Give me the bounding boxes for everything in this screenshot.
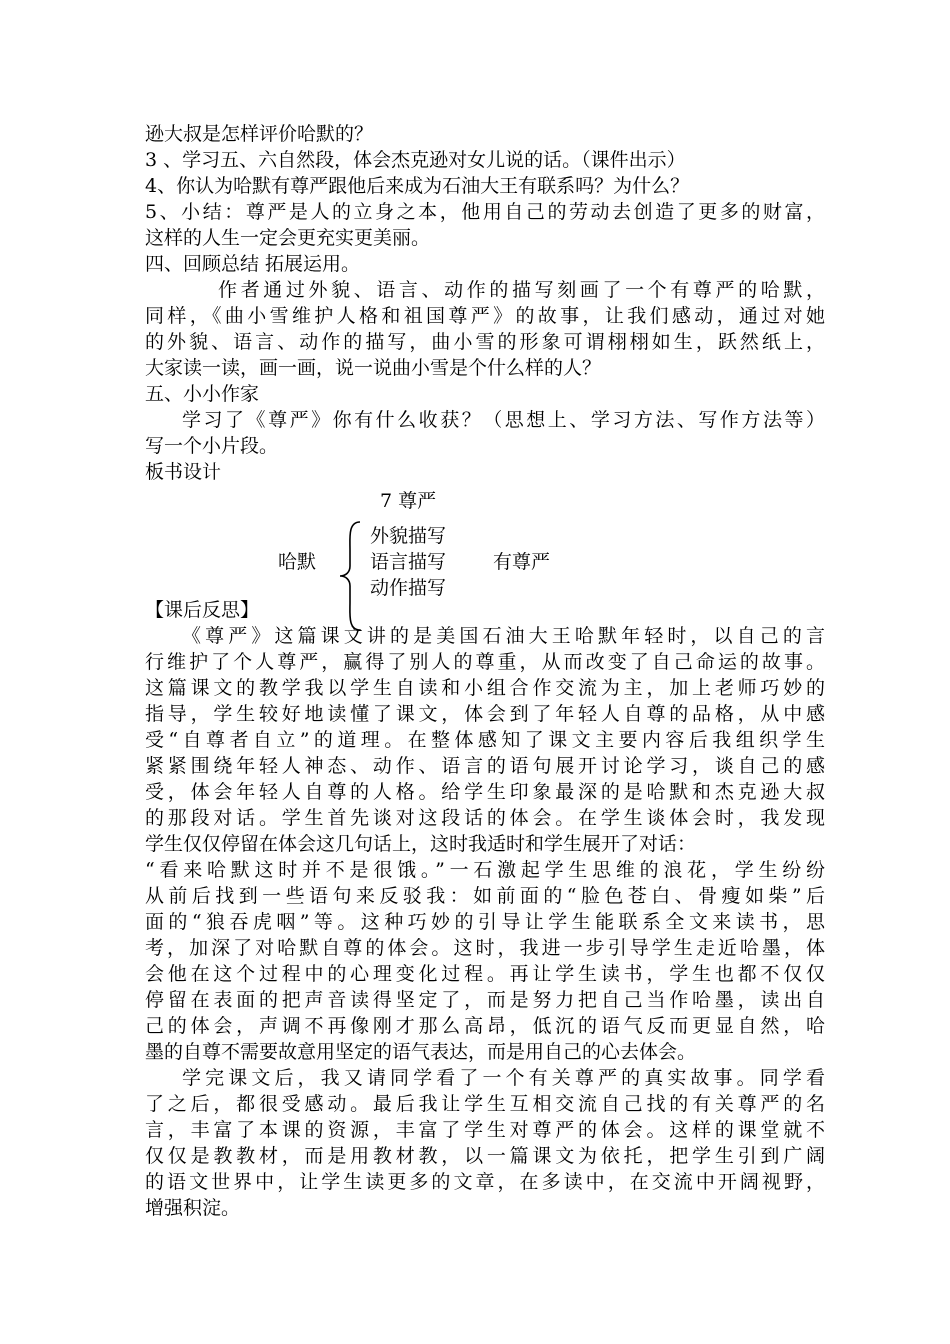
text-line: 受，体会年轻人自尊的人格。给学生印象最深的是哈默和杰克逊大叔 [145,781,825,803]
text-line: 学完课文后，我又请同学看了一个有关尊严的真实故事。同学看 [182,1067,825,1089]
text-line: 仅仅是教教材，而是用教材教，以一篇课文为依托，把学生引到广阔 [145,1145,825,1167]
text-line: 考，加深了对哈默自尊的体会。这时，我进一步引导学生走近哈墨，体 [145,937,825,959]
text-line: 行维护了个人尊严，赢得了别人的尊重，从而改变了自己命运的故事。 [145,651,825,673]
board-item: 外貌描写 [370,525,447,547]
text-line: 的外貌、语言、动作的描写，曲小雪的形象可谓栩栩如生，跃然纸上， [145,331,825,353]
text-line: 学生仅仅停留在体会这几句话上，这时我适时和学生展开了对话： [145,833,697,855]
text-line: “看来哈默这时并不是很饿。”一石激起学生思维的浪花，学生纷纷 [145,859,825,881]
text-line: 从前后找到一些语句来反驳我：如前面的“脸色苍白、骨瘦如柴”后 [145,885,825,907]
text-line: 面的“狼吞虎咽”等。这种巧妙的引导让学生能联系全文来读书，思 [145,911,825,933]
text-line: 学习了《尊严》你有什么收获？（思想上、学习方法、写作方法等） [182,409,825,431]
text-line: 4、你认为哈默有尊严跟他后来成为石油大王有联系吗？为什么？ [145,175,690,197]
text-line: 这篇课文的教学我以学生自读和小组合作交流为主，加上老师巧妙的 [145,677,825,699]
text-line: 紧紧围绕年轻人神态、动作、语言的语句展开讨论学习，谈自己的感 [145,755,825,777]
text-line: 的那段对话。学生首先谈对这段话的体会。在学生谈体会时，我发现 [145,807,825,829]
text-line: 增强积淀。 [145,1197,241,1219]
text-line: 大家读一读，画一画，说一说曲小雪是个什么样的人？ [145,357,602,379]
text-line: 同样，《曲小雪维护人格和祖国尊严》的故事，让我们感动，通过对她 [145,305,825,327]
board-title: 7 尊严 [380,490,437,512]
text-line: 的语文世界中，让学生读更多的文章，在多读中，在交流中开阔视野， [145,1171,825,1193]
text-line: 了之后，都很受感动。最后我让学生互相交流自己找的有关尊严的名 [145,1093,825,1115]
text-line: 会他在这个过程中的心理变化过程。再让学生读书，学生也都不仅仅 [145,963,825,985]
text-line: 己的体会，声调不再像刚才那么高昂，低沉的语气反而更显自然，哈 [145,1015,825,1037]
board-conclusion: 有尊严 [493,551,551,573]
text-line: 3 、学习五、六自然段，体会杰克逊对女儿说的话。（课件出示） [145,149,686,171]
text-line: 指导，学生较好地读懂了课文，体会到了年轻人自尊的品格，从中感 [145,703,825,725]
text-line: 5、小结：尊严是人的立身之本，他用自己的劳动去创造了更多的财富， [145,201,825,223]
text-line: 受“自尊者自立”的道理。在整体感知了课文主要内容后我组织学生 [145,729,825,751]
board-item: 动作描写 [370,577,447,599]
text-line: 停留在表面的把声音读得坚定了，而是努力把自己当作哈墨，读出自 [145,989,825,1011]
text-line: 《尊严》这篇课文讲的是美国石油大王哈默年轻时，以自己的言 [182,625,825,647]
text-line: 逊大叔是怎样评价哈默的？ [145,123,374,145]
text-line: 写一个小片段。 [145,435,279,457]
section-heading: 板书设计 [145,461,222,483]
section-heading: 五、小小作家 [145,383,260,405]
text-line: 墨的自尊不需要故意用坚定的语气表达，而是用自己的心去体会。 [145,1041,697,1063]
board-subject: 哈默 [278,551,317,573]
reflection-heading: 【课后反思】 [145,599,260,621]
text-line: 言，丰富了本课的资源，丰富了学生对尊严的体会。这样的课堂就不 [145,1119,825,1141]
text-line: 这样的人生一定会更充实更美丽。 [145,227,431,249]
section-heading: 四、回顾总结 拓展运用。 [145,253,361,275]
board-item: 语言描写 [370,551,447,573]
text-line: 作者通过外貌、语言、动作的描写刻画了一个有尊严的哈默， [218,279,825,301]
